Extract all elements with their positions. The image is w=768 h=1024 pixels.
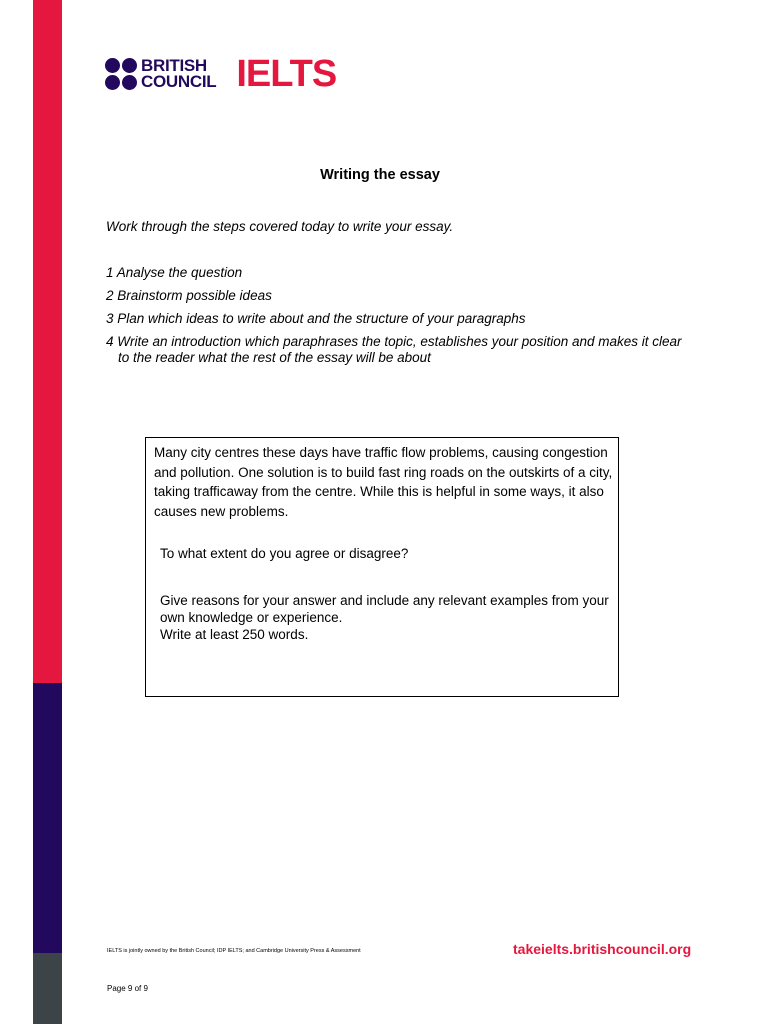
steps-list (106, 265, 688, 373)
step-item: 4 Write an introduction which paraphrases the topic, establishes your position and makes it clear to the reader what the rest of the essay will be about (106, 334, 682, 365)
task-prompt: Many city centres these days have traffic flow problems, causing congestion and pollution. One solution is to build fast ring roads on the outskirts of a city, taking trafficaway from the centre. While this is helpful in some ways, it also causes new problems. (154, 445, 613, 519)
side-stripe-grey (33, 953, 62, 1024)
intro-text: Work through the steps covered today to write your essay. (106, 219, 454, 234)
ownership-note: IELTS is jointly owned by the British Council; IDP IELTS; and Cambridge University Press & Assessment (107, 948, 361, 954)
step-item: 2 Brainstorm possible ideas (106, 288, 272, 303)
side-stripe-navy (33, 683, 62, 953)
ielts-wordmark: IELTS (236, 53, 337, 95)
british-council-wordmark: BRITISH COUNCIL (141, 56, 217, 91)
british-council-dots-icon (105, 58, 137, 90)
british-council-ielts-logo (105, 55, 336, 93)
task-question: To what extent do you agree or disagree? (160, 546, 409, 561)
side-stripe-red (33, 0, 62, 683)
task-word-count: Write at least 250 words. (160, 627, 309, 642)
step-item: 1 Analyse the question (106, 265, 243, 280)
task-instructions (160, 592, 610, 643)
page-number: Page 9 of 9 (107, 984, 148, 993)
task-instructions-line: Give reasons for your answer and include any relevant examples from your own knowledge or experience. (160, 593, 609, 625)
step-item: 3 Plan which ideas to write about and the structure of your paragraphs (106, 311, 526, 326)
page-title: Writing the essay (320, 167, 440, 183)
website-link[interactable]: takeielts.britishcouncil.org (513, 941, 692, 957)
essay-task-box (145, 437, 619, 697)
